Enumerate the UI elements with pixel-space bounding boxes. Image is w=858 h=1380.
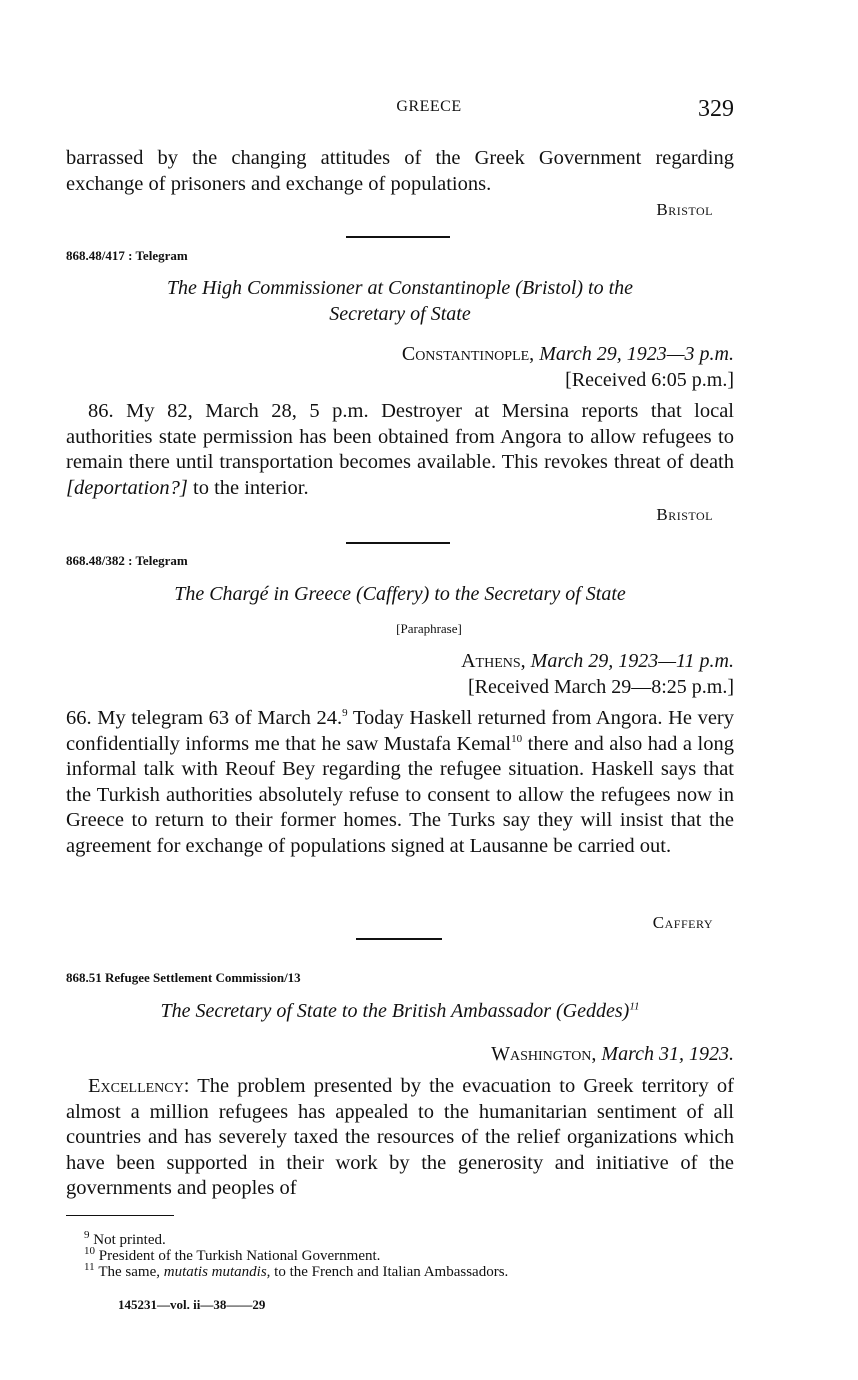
- footnote-mark: 9: [84, 1229, 90, 1241]
- file-number: 868.48/417 : Telegram: [66, 248, 188, 263]
- continuation-paragraph: barrassed by the changing attitudes of the Greek Government regarding exchange of prisoners and exchange of populations.: [66, 147, 734, 195]
- footnote-rule: [66, 1215, 174, 1216]
- footnote-ref: 9: [342, 707, 348, 720]
- footnote-mark: 11: [84, 1261, 95, 1273]
- footnote-9: [84, 1229, 508, 1248]
- dateline: [402, 343, 734, 366]
- footnote-10: [84, 1245, 508, 1264]
- telegram-body: [66, 706, 734, 860]
- footnote-text-italic: mutatis mutandis: [163, 1264, 267, 1280]
- letter-body: [66, 1074, 734, 1202]
- title-line: Secretary of State: [329, 303, 471, 325]
- file-number: 868.48/382 : Telegram: [66, 553, 188, 568]
- file-number: 868.51 Refugee Settlement Commission/13: [66, 970, 301, 985]
- dateline: [461, 650, 734, 673]
- title-line: The High Commissioner at Constantinople (Bristol) to the: [166, 277, 634, 299]
- received-note: [Received March 29—8:25 p.m.]: [467, 676, 734, 698]
- dateline-date: March 29, 1923—11 p.m.: [530, 650, 734, 672]
- body-text: there and also had a long informal talk with Reouf Bey regarding the refugee situation. Haskell says that the Turkish authorities absolutely refuse to consent to allow the refugees now in Greece to return to their former homes. The Turks say they will insist that the agreement for exchange of populations signed at Lausanne be carried out.: [66, 732, 734, 857]
- footnote-ref: 10: [511, 732, 523, 745]
- document-title: [66, 998, 734, 1024]
- printer-signature: 145231—vol. ii—38——29: [118, 1297, 266, 1312]
- footnote-text: , to the French and Italian Ambassadors.: [266, 1264, 509, 1280]
- footnote-ref: 11: [629, 1000, 640, 1013]
- footnote-11: [84, 1261, 509, 1280]
- editorial-bracket: [deportation?]: [66, 476, 188, 499]
- body-text: 86. My 82, March 28, 5 p.m. Destroyer at Mersina reports that local authorities state permission has been obtained from Angora to allow refugees to remain there until transportation becomes available. This revokes threat of death: [66, 400, 734, 474]
- body-text: to the interior.: [193, 476, 309, 499]
- dateline-place: Athens,: [461, 650, 526, 672]
- body-text: Today Haskell returned from Angora. He very confidentially informs me that he saw Mustafa Kemal: [66, 707, 734, 755]
- dateline-place: Constantinople,: [401, 343, 535, 365]
- footnote-text: Not printed.: [93, 1232, 166, 1248]
- signer-bristol-2: Bristol: [656, 505, 713, 524]
- body-text: The problem presented by the evacuation to Greek territory of almost a million refugees has appealed to the humanitarian sentiment of all countries and has severely taxed the resources of the relief organizations which have been supported in their work by the generosity and initiative of the governments and peoples of: [66, 1075, 734, 1200]
- footnotes: [84, 1229, 509, 1280]
- footnote-text: The same,: [98, 1264, 164, 1280]
- running-head: GREECE: [396, 98, 462, 115]
- section-divider: [356, 938, 442, 940]
- dateline-place: Washington,: [491, 1043, 597, 1065]
- section-divider: [346, 542, 450, 544]
- page-number: 329: [698, 96, 734, 122]
- dateline: [491, 1043, 734, 1066]
- salutation: Excellency:: [88, 1075, 190, 1097]
- telegram-body: [66, 399, 734, 501]
- document-title: The Chargé in Greece (Caffery) to the Secretary of State: [174, 583, 626, 605]
- footnote-text: President of the Turkish National Government.: [98, 1248, 381, 1264]
- dateline-date: March 29, 1923—3 p.m.: [539, 343, 734, 365]
- signer-bristol-1: Bristol: [656, 200, 713, 219]
- title-text: The Secretary of State to the British Ambassador (Geddes): [160, 1000, 630, 1022]
- body-text: 66. My telegram 63 of March 24.: [66, 707, 343, 729]
- dateline-date: March 31, 1923.: [601, 1043, 734, 1065]
- received-note: [Received 6:05 p.m.]: [565, 369, 734, 391]
- footnote-mark: 10: [84, 1245, 95, 1257]
- section-divider: [346, 236, 450, 238]
- signer-caffery: Caffery: [652, 913, 713, 932]
- paraphrase-note: [Paraphrase]: [396, 621, 462, 636]
- document-title: [66, 275, 734, 327]
